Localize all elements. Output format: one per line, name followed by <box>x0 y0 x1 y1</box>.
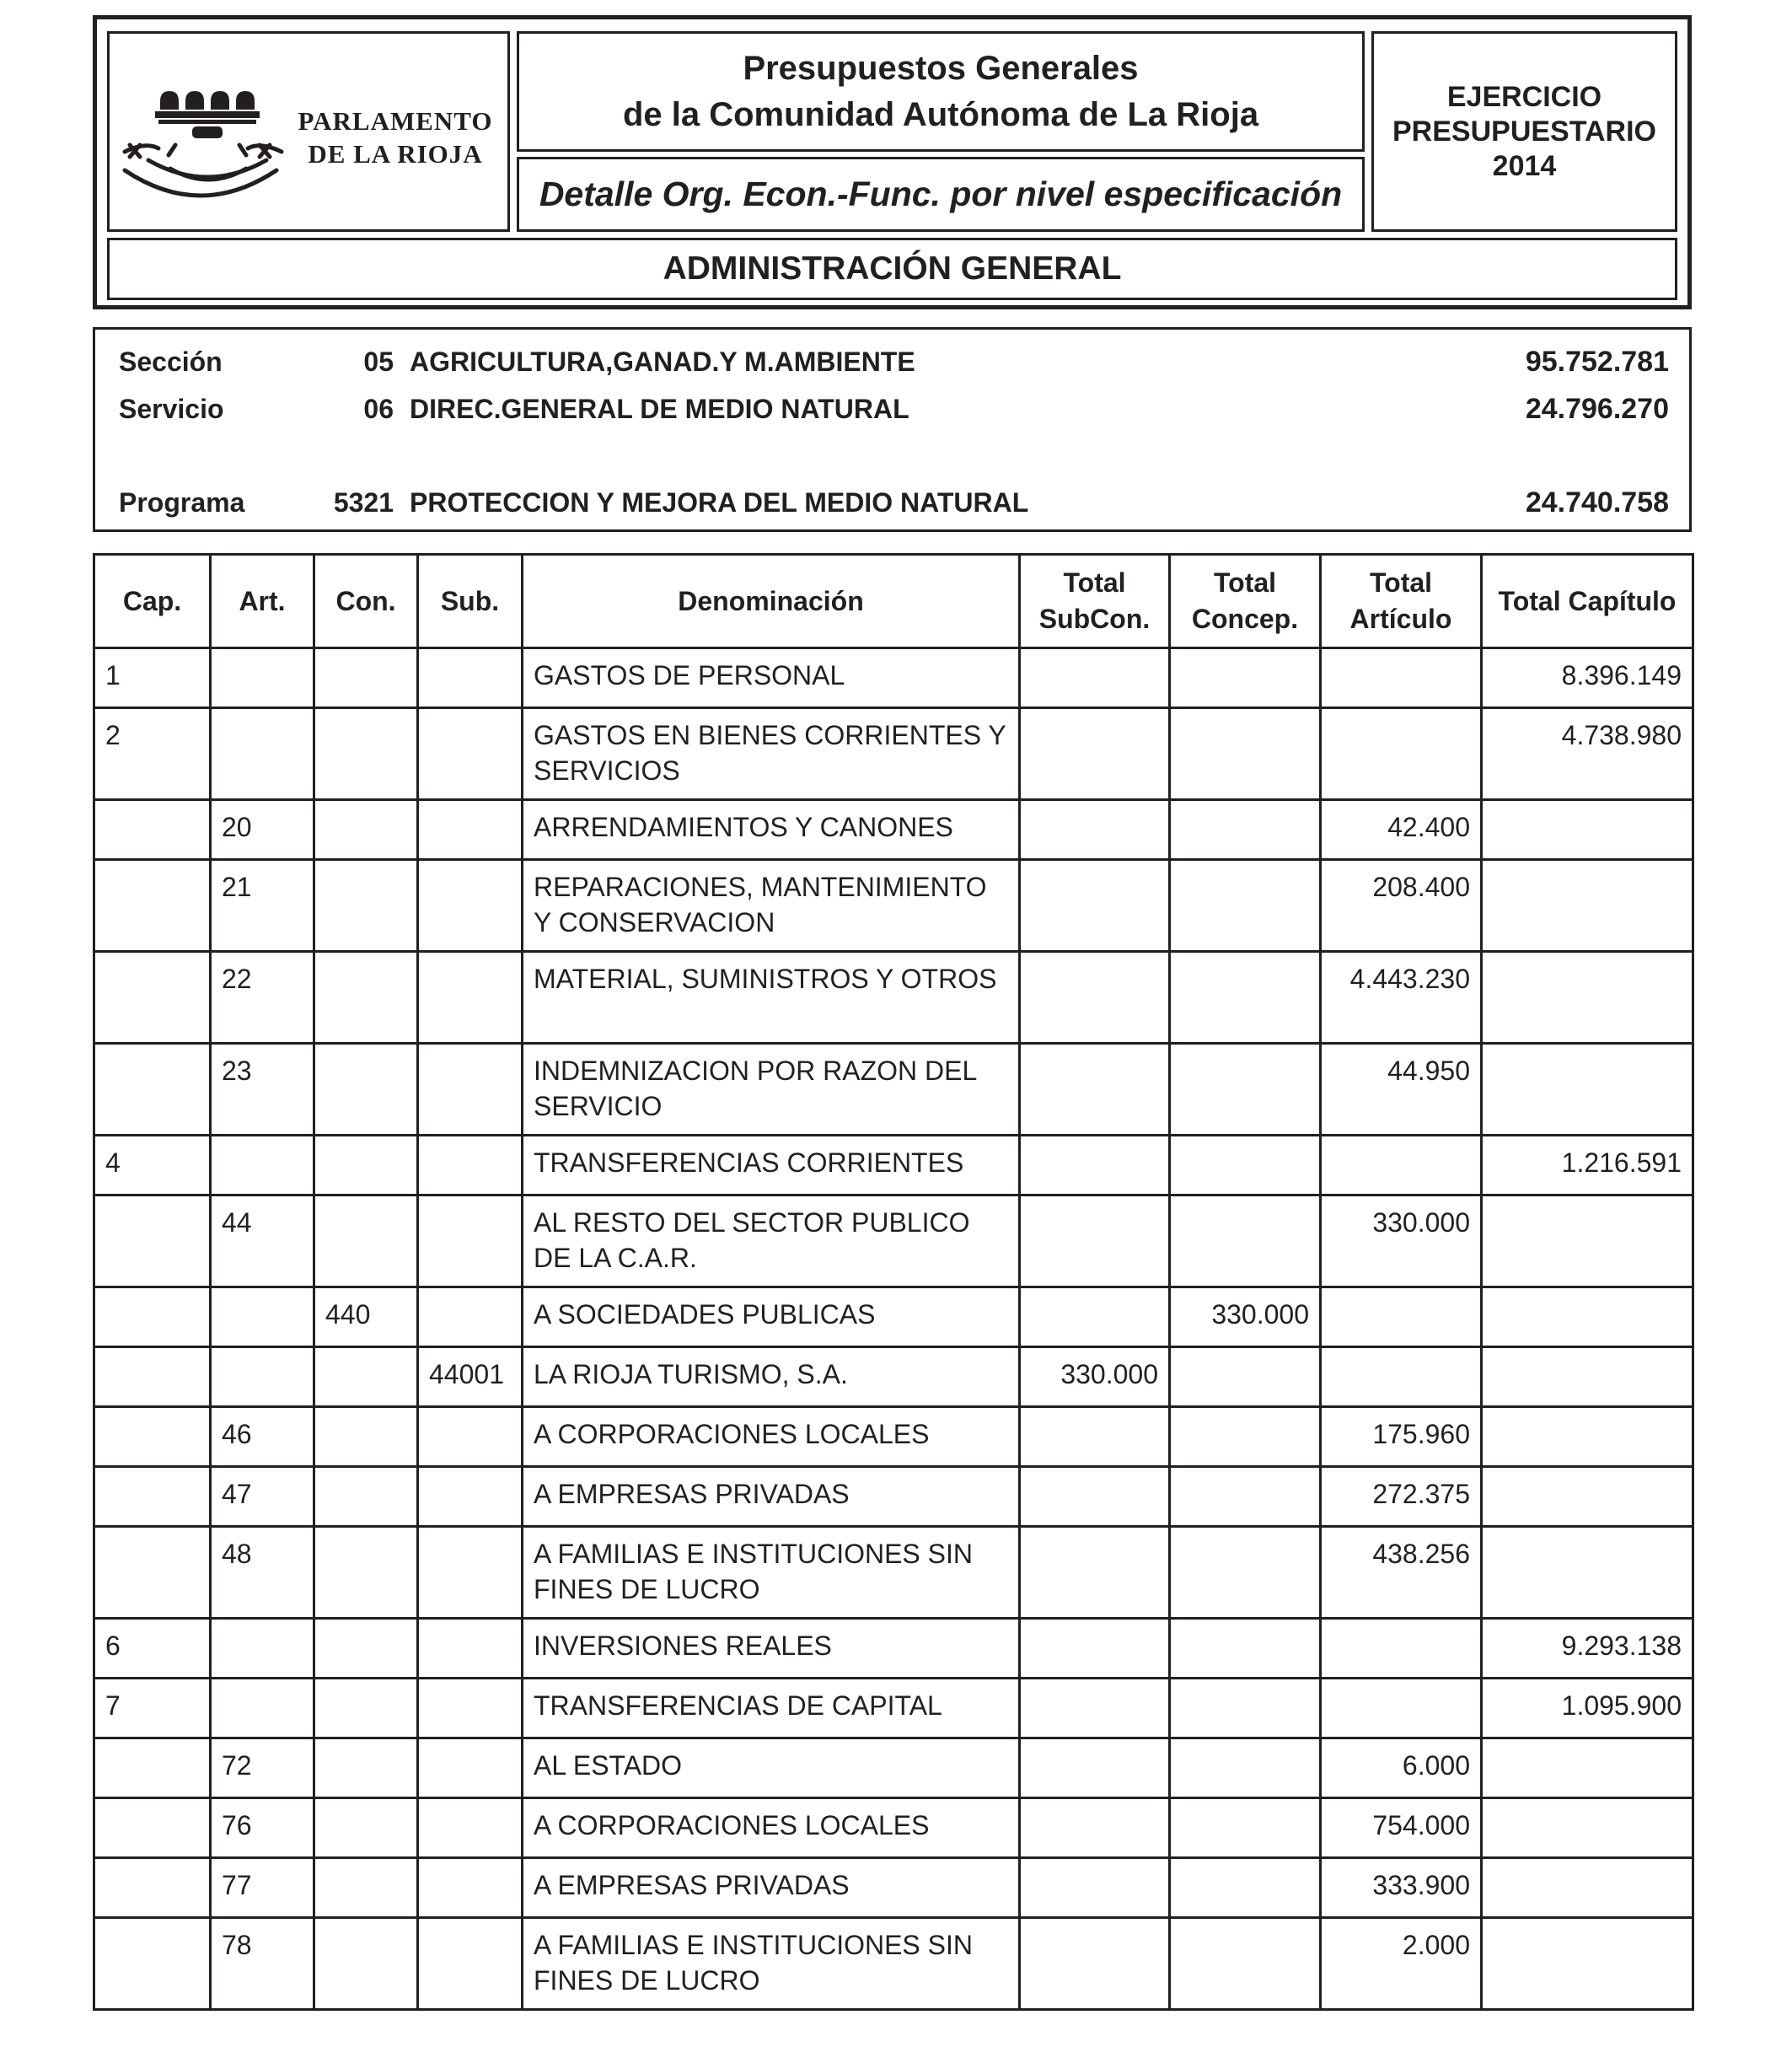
cell-cap <box>94 1407 211 1467</box>
logo-box <box>107 31 510 232</box>
info-label: Servicio <box>119 394 224 424</box>
cell-cap <box>94 1738 211 1798</box>
cell-art: 78 <box>211 1918 314 2010</box>
cell-cap: 1 <box>94 648 211 708</box>
logo-text-line2: DE LA RIOJA <box>308 139 483 169</box>
cell-total-concep <box>1170 1527 1321 1619</box>
cell-total-articulo <box>1321 708 1482 800</box>
cell-total-capitulo <box>1482 1347 1693 1407</box>
cell-con <box>314 1738 418 1798</box>
cell-cap <box>94 1798 211 1858</box>
cell-art <box>211 1287 314 1347</box>
cell-art: 77 <box>211 1858 314 1918</box>
table-row <box>94 1467 1693 1527</box>
cell-total-articulo: 438.256 <box>1321 1527 1482 1619</box>
cell-total-concep <box>1170 1467 1321 1527</box>
cell-denominacion: REPARACIONES, MANTENIMIENTO Y CONSERVACION <box>523 860 1020 952</box>
info-row-servicio <box>95 389 1689 429</box>
table-header-row <box>94 555 1693 648</box>
cell-total-concep <box>1170 1918 1321 2010</box>
cell-total-capitulo: 1.216.591 <box>1482 1136 1693 1195</box>
table-row <box>94 1798 1693 1858</box>
document-subtitle: Detalle Org. Econ.-Func. por nivel especificación <box>517 157 1365 232</box>
cell-total-subcon <box>1020 708 1170 800</box>
info-name: PROTECCION Y MEJORA DEL MEDIO NATURAL <box>410 487 1029 518</box>
cell-total-subcon <box>1020 1798 1170 1858</box>
table-row <box>94 1738 1693 1798</box>
cell-cap <box>94 1467 211 1527</box>
cell-total-articulo <box>1321 1679 1482 1738</box>
table-row <box>94 1858 1693 1918</box>
cell-total-capitulo <box>1482 1858 1693 1918</box>
info-amount: 24.740.758 <box>1525 486 1669 518</box>
cell-total-subcon <box>1020 1136 1170 1195</box>
cell-con <box>314 800 418 860</box>
cell-cap <box>94 1044 211 1136</box>
info-label: Programa <box>119 487 245 518</box>
cell-total-concep <box>1170 952 1321 1044</box>
cell-sub <box>418 1798 523 1858</box>
cell-total-concep <box>1170 1679 1321 1738</box>
cell-denominacion: A FAMILIAS E INSTITUCIONES SIN FINES DE LUCRO <box>523 1918 1020 2010</box>
cell-con: 440 <box>314 1287 418 1347</box>
cell-cap <box>94 860 211 952</box>
cell-sub <box>418 1918 523 2010</box>
table-row <box>94 1136 1693 1195</box>
cell-total-subcon <box>1020 1738 1170 1798</box>
cell-con <box>314 1918 418 2010</box>
cell-total-concep <box>1170 1738 1321 1798</box>
cell-total-concep <box>1170 1136 1321 1195</box>
cell-total-capitulo <box>1482 1467 1693 1527</box>
cell-total-concep <box>1170 800 1321 860</box>
cell-total-subcon <box>1020 1044 1170 1136</box>
cell-total-subcon <box>1020 1858 1170 1918</box>
cell-total-articulo: 754.000 <box>1321 1798 1482 1858</box>
cell-total-subcon <box>1020 1407 1170 1467</box>
cell-total-subcon <box>1020 1679 1170 1738</box>
cell-total-subcon <box>1020 800 1170 860</box>
cell-sub <box>418 1467 523 1527</box>
cell-con <box>314 1407 418 1467</box>
cell-cap: 7 <box>94 1679 211 1738</box>
info-row-seccion <box>95 341 1689 382</box>
cell-con <box>314 1679 418 1738</box>
cell-total-articulo <box>1321 1619 1482 1679</box>
cell-total-articulo: 272.375 <box>1321 1467 1482 1527</box>
cell-total-articulo: 44.950 <box>1321 1044 1482 1136</box>
cell-denominacion: LA RIOJA TURISMO, S.A. <box>523 1347 1020 1407</box>
cell-denominacion: TRANSFERENCIAS DE CAPITAL <box>523 1679 1020 1738</box>
cell-total-concep <box>1170 1407 1321 1467</box>
table-body <box>94 648 1693 2010</box>
cell-art: 23 <box>211 1044 314 1136</box>
cell-total-capitulo <box>1482 860 1693 952</box>
cell-con <box>314 1858 418 1918</box>
cell-sub <box>418 708 523 800</box>
table-row <box>94 1918 1693 2010</box>
info-amount: 95.752.781 <box>1525 346 1669 378</box>
cell-con <box>314 1195 418 1287</box>
cell-art: 20 <box>211 800 314 860</box>
cell-art: 76 <box>211 1798 314 1858</box>
cell-sub <box>418 1044 523 1136</box>
cell-total-capitulo <box>1482 1195 1693 1287</box>
cell-total-subcon <box>1020 648 1170 708</box>
administration-title: ADMINISTRACIÓN GENERAL <box>107 238 1677 300</box>
cell-cap <box>94 1195 211 1287</box>
cell-cap: 4 <box>94 1136 211 1195</box>
table-row <box>94 648 1693 708</box>
cell-sub <box>418 648 523 708</box>
table-row <box>94 1287 1693 1347</box>
ejercicio-line1: EJERCICIO <box>1446 80 1602 113</box>
cell-denominacion: INVERSIONES REALES <box>523 1619 1020 1679</box>
ejercicio-line2: PRESUPUESTARIO <box>1392 115 1656 148</box>
cell-denominacion: A EMPRESAS PRIVADAS <box>523 1467 1020 1527</box>
cell-total-articulo: 2.000 <box>1321 1918 1482 2010</box>
cell-total-concep <box>1170 1858 1321 1918</box>
cell-con <box>314 708 418 800</box>
info-name: AGRICULTURA,GANAD.Y M.AMBIENTE <box>410 347 915 377</box>
cell-sub <box>418 1407 523 1467</box>
cell-art: 72 <box>211 1738 314 1798</box>
cell-art <box>211 1347 314 1407</box>
cell-total-subcon <box>1020 1918 1170 2010</box>
cell-art <box>211 708 314 800</box>
cell-total-subcon: 330.000 <box>1020 1347 1170 1407</box>
table-row <box>94 1195 1693 1287</box>
cell-denominacion: AL ESTADO <box>523 1738 1020 1798</box>
col-header-sub: Sub. <box>418 555 523 648</box>
cell-art <box>211 1679 314 1738</box>
cell-total-concep <box>1170 1195 1321 1287</box>
cell-total-capitulo <box>1482 952 1693 1044</box>
cell-art <box>211 1619 314 1679</box>
cell-con <box>314 1347 418 1407</box>
cell-cap <box>94 1347 211 1407</box>
cell-total-articulo: 6.000 <box>1321 1738 1482 1798</box>
info-code: 5321 <box>333 487 394 518</box>
cell-total-capitulo <box>1482 1287 1693 1347</box>
cell-total-concep <box>1170 860 1321 952</box>
info-code: 05 <box>363 347 394 377</box>
cell-denominacion: A CORPORACIONES LOCALES <box>523 1407 1020 1467</box>
cell-denominacion: MATERIAL, SUMINISTROS Y OTROS <box>523 952 1020 1044</box>
cell-total-subcon <box>1020 952 1170 1044</box>
cell-total-articulo <box>1321 1136 1482 1195</box>
col-header-art: Art. <box>211 555 314 648</box>
cell-denominacion: A SOCIEDADES PUBLICAS <box>523 1287 1020 1347</box>
cell-total-articulo: 175.960 <box>1321 1407 1482 1467</box>
cell-total-capitulo: 1.095.900 <box>1482 1679 1693 1738</box>
cell-total-concep <box>1170 648 1321 708</box>
cell-total-capitulo <box>1482 1044 1693 1136</box>
col-header-con: Con. <box>314 555 418 648</box>
table-row <box>94 860 1693 952</box>
cell-total-capitulo <box>1482 1527 1693 1619</box>
info-code: 06 <box>363 394 394 424</box>
cell-total-concep <box>1170 1044 1321 1136</box>
budget-table <box>93 553 1694 2011</box>
col-header-total-capitulo: Total Capítulo <box>1482 555 1693 648</box>
cell-total-capitulo <box>1482 1918 1693 2010</box>
cell-denominacion: A EMPRESAS PRIVADAS <box>523 1858 1020 1918</box>
cell-sub <box>418 800 523 860</box>
info-name: DIREC.GENERAL DE MEDIO NATURAL <box>410 394 909 424</box>
cell-denominacion: GASTOS EN BIENES CORRIENTES Y SERVICIOS <box>523 708 1020 800</box>
cell-con <box>314 648 418 708</box>
cell-denominacion: A FAMILIAS E INSTITUCIONES SIN FINES DE LUCRO <box>523 1527 1020 1619</box>
cell-art <box>211 1136 314 1195</box>
fiscal-year-box <box>1371 31 1677 232</box>
table-row <box>94 1044 1693 1136</box>
logo-text-line1: PARLAMENTO <box>298 106 493 136</box>
table-row <box>94 800 1693 860</box>
cell-con <box>314 1044 418 1136</box>
cell-total-capitulo <box>1482 1798 1693 1858</box>
cell-con <box>314 1619 418 1679</box>
cell-total-subcon <box>1020 1467 1170 1527</box>
cell-total-subcon <box>1020 860 1170 952</box>
cell-sub <box>418 1679 523 1738</box>
cell-total-capitulo: 9.293.138 <box>1482 1619 1693 1679</box>
cell-art: 48 <box>211 1527 314 1619</box>
cell-total-articulo <box>1321 1347 1482 1407</box>
cell-total-capitulo <box>1482 800 1693 860</box>
cell-con <box>314 860 418 952</box>
info-row-programa <box>95 482 1689 523</box>
cell-total-articulo <box>1321 1287 1482 1347</box>
cell-con <box>314 1527 418 1619</box>
cell-art: 47 <box>211 1467 314 1527</box>
col-header-total-articulo: Total Artículo <box>1321 555 1482 648</box>
title-line1: Presupuestos Generales <box>743 49 1139 87</box>
cell-total-subcon <box>1020 1287 1170 1347</box>
cell-total-concep <box>1170 1619 1321 1679</box>
cell-sub <box>418 1619 523 1679</box>
cell-denominacion: GASTOS DE PERSONAL <box>523 648 1020 708</box>
cell-cap <box>94 800 211 860</box>
cell-cap <box>94 1918 211 2010</box>
cell-total-capitulo: 8.396.149 <box>1482 648 1693 708</box>
info-amount: 24.796.270 <box>1525 393 1669 425</box>
cell-cap: 2 <box>94 708 211 800</box>
cell-sub <box>418 1738 523 1798</box>
cell-total-articulo: 42.400 <box>1321 800 1482 860</box>
cell-con <box>314 1798 418 1858</box>
cell-sub <box>418 860 523 952</box>
table-row <box>94 1679 1693 1738</box>
cell-denominacion: A CORPORACIONES LOCALES <box>523 1798 1020 1858</box>
parliament-logo-icon <box>116 67 285 211</box>
table-row <box>94 1527 1693 1619</box>
cell-total-subcon <box>1020 1195 1170 1287</box>
ejercicio-year: 2014 <box>1492 149 1557 182</box>
col-header-total-subcon: Total SubCon. <box>1020 555 1170 648</box>
cell-total-capitulo: 4.738.980 <box>1482 708 1693 800</box>
document-title <box>517 31 1365 152</box>
table-row <box>94 952 1693 1044</box>
cell-cap <box>94 1527 211 1619</box>
cell-art <box>211 648 314 708</box>
cell-cap <box>94 952 211 1044</box>
cell-con <box>314 952 418 1044</box>
cell-art: 22 <box>211 952 314 1044</box>
cell-sub <box>418 952 523 1044</box>
cell-denominacion: AL RESTO DEL SECTOR PUBLICO DE LA C.A.R. <box>523 1195 1020 1287</box>
cell-cap: 6 <box>94 1619 211 1679</box>
title-line2: de la Comunidad Autónoma de La Rioja <box>622 95 1259 133</box>
cell-sub <box>418 1195 523 1287</box>
table-row <box>94 1619 1693 1679</box>
document-header <box>93 15 1692 309</box>
cell-denominacion: INDEMNIZACION POR RAZON DEL SERVICIO <box>523 1044 1020 1136</box>
logo-text <box>285 105 506 170</box>
cell-total-concep <box>1170 1347 1321 1407</box>
table-row <box>94 708 1693 800</box>
cell-total-subcon <box>1020 1619 1170 1679</box>
cell-total-articulo: 330.000 <box>1321 1195 1482 1287</box>
cell-sub: 44001 <box>418 1347 523 1407</box>
cell-sub <box>418 1136 523 1195</box>
section-info-box <box>93 327 1692 532</box>
table-row <box>94 1347 1693 1407</box>
col-header-cap: Cap. <box>94 555 211 648</box>
cell-art: 21 <box>211 860 314 952</box>
cell-sub <box>418 1287 523 1347</box>
cell-con <box>314 1136 418 1195</box>
cell-total-capitulo <box>1482 1407 1693 1467</box>
col-header-total-concep: Total Concep. <box>1170 555 1321 648</box>
cell-denominacion: ARRENDAMIENTOS Y CANONES <box>523 800 1020 860</box>
cell-total-concep <box>1170 1798 1321 1858</box>
cell-sub <box>418 1858 523 1918</box>
table-row <box>94 1407 1693 1467</box>
cell-total-concep <box>1170 708 1321 800</box>
cell-denominacion: TRANSFERENCIAS CORRIENTES <box>523 1136 1020 1195</box>
cell-con <box>314 1467 418 1527</box>
cell-total-articulo <box>1321 648 1482 708</box>
cell-cap <box>94 1287 211 1347</box>
cell-art: 46 <box>211 1407 314 1467</box>
cell-total-capitulo <box>1482 1738 1693 1798</box>
info-label: Sección <box>119 347 223 377</box>
cell-total-articulo: 208.400 <box>1321 860 1482 952</box>
cell-sub <box>418 1527 523 1619</box>
cell-total-subcon <box>1020 1527 1170 1619</box>
cell-total-concep: 330.000 <box>1170 1287 1321 1347</box>
cell-cap <box>94 1858 211 1918</box>
cell-total-articulo: 4.443.230 <box>1321 952 1482 1044</box>
col-header-denominacion: Denominación <box>523 555 1020 648</box>
cell-total-articulo: 333.900 <box>1321 1858 1482 1918</box>
cell-art: 44 <box>211 1195 314 1287</box>
